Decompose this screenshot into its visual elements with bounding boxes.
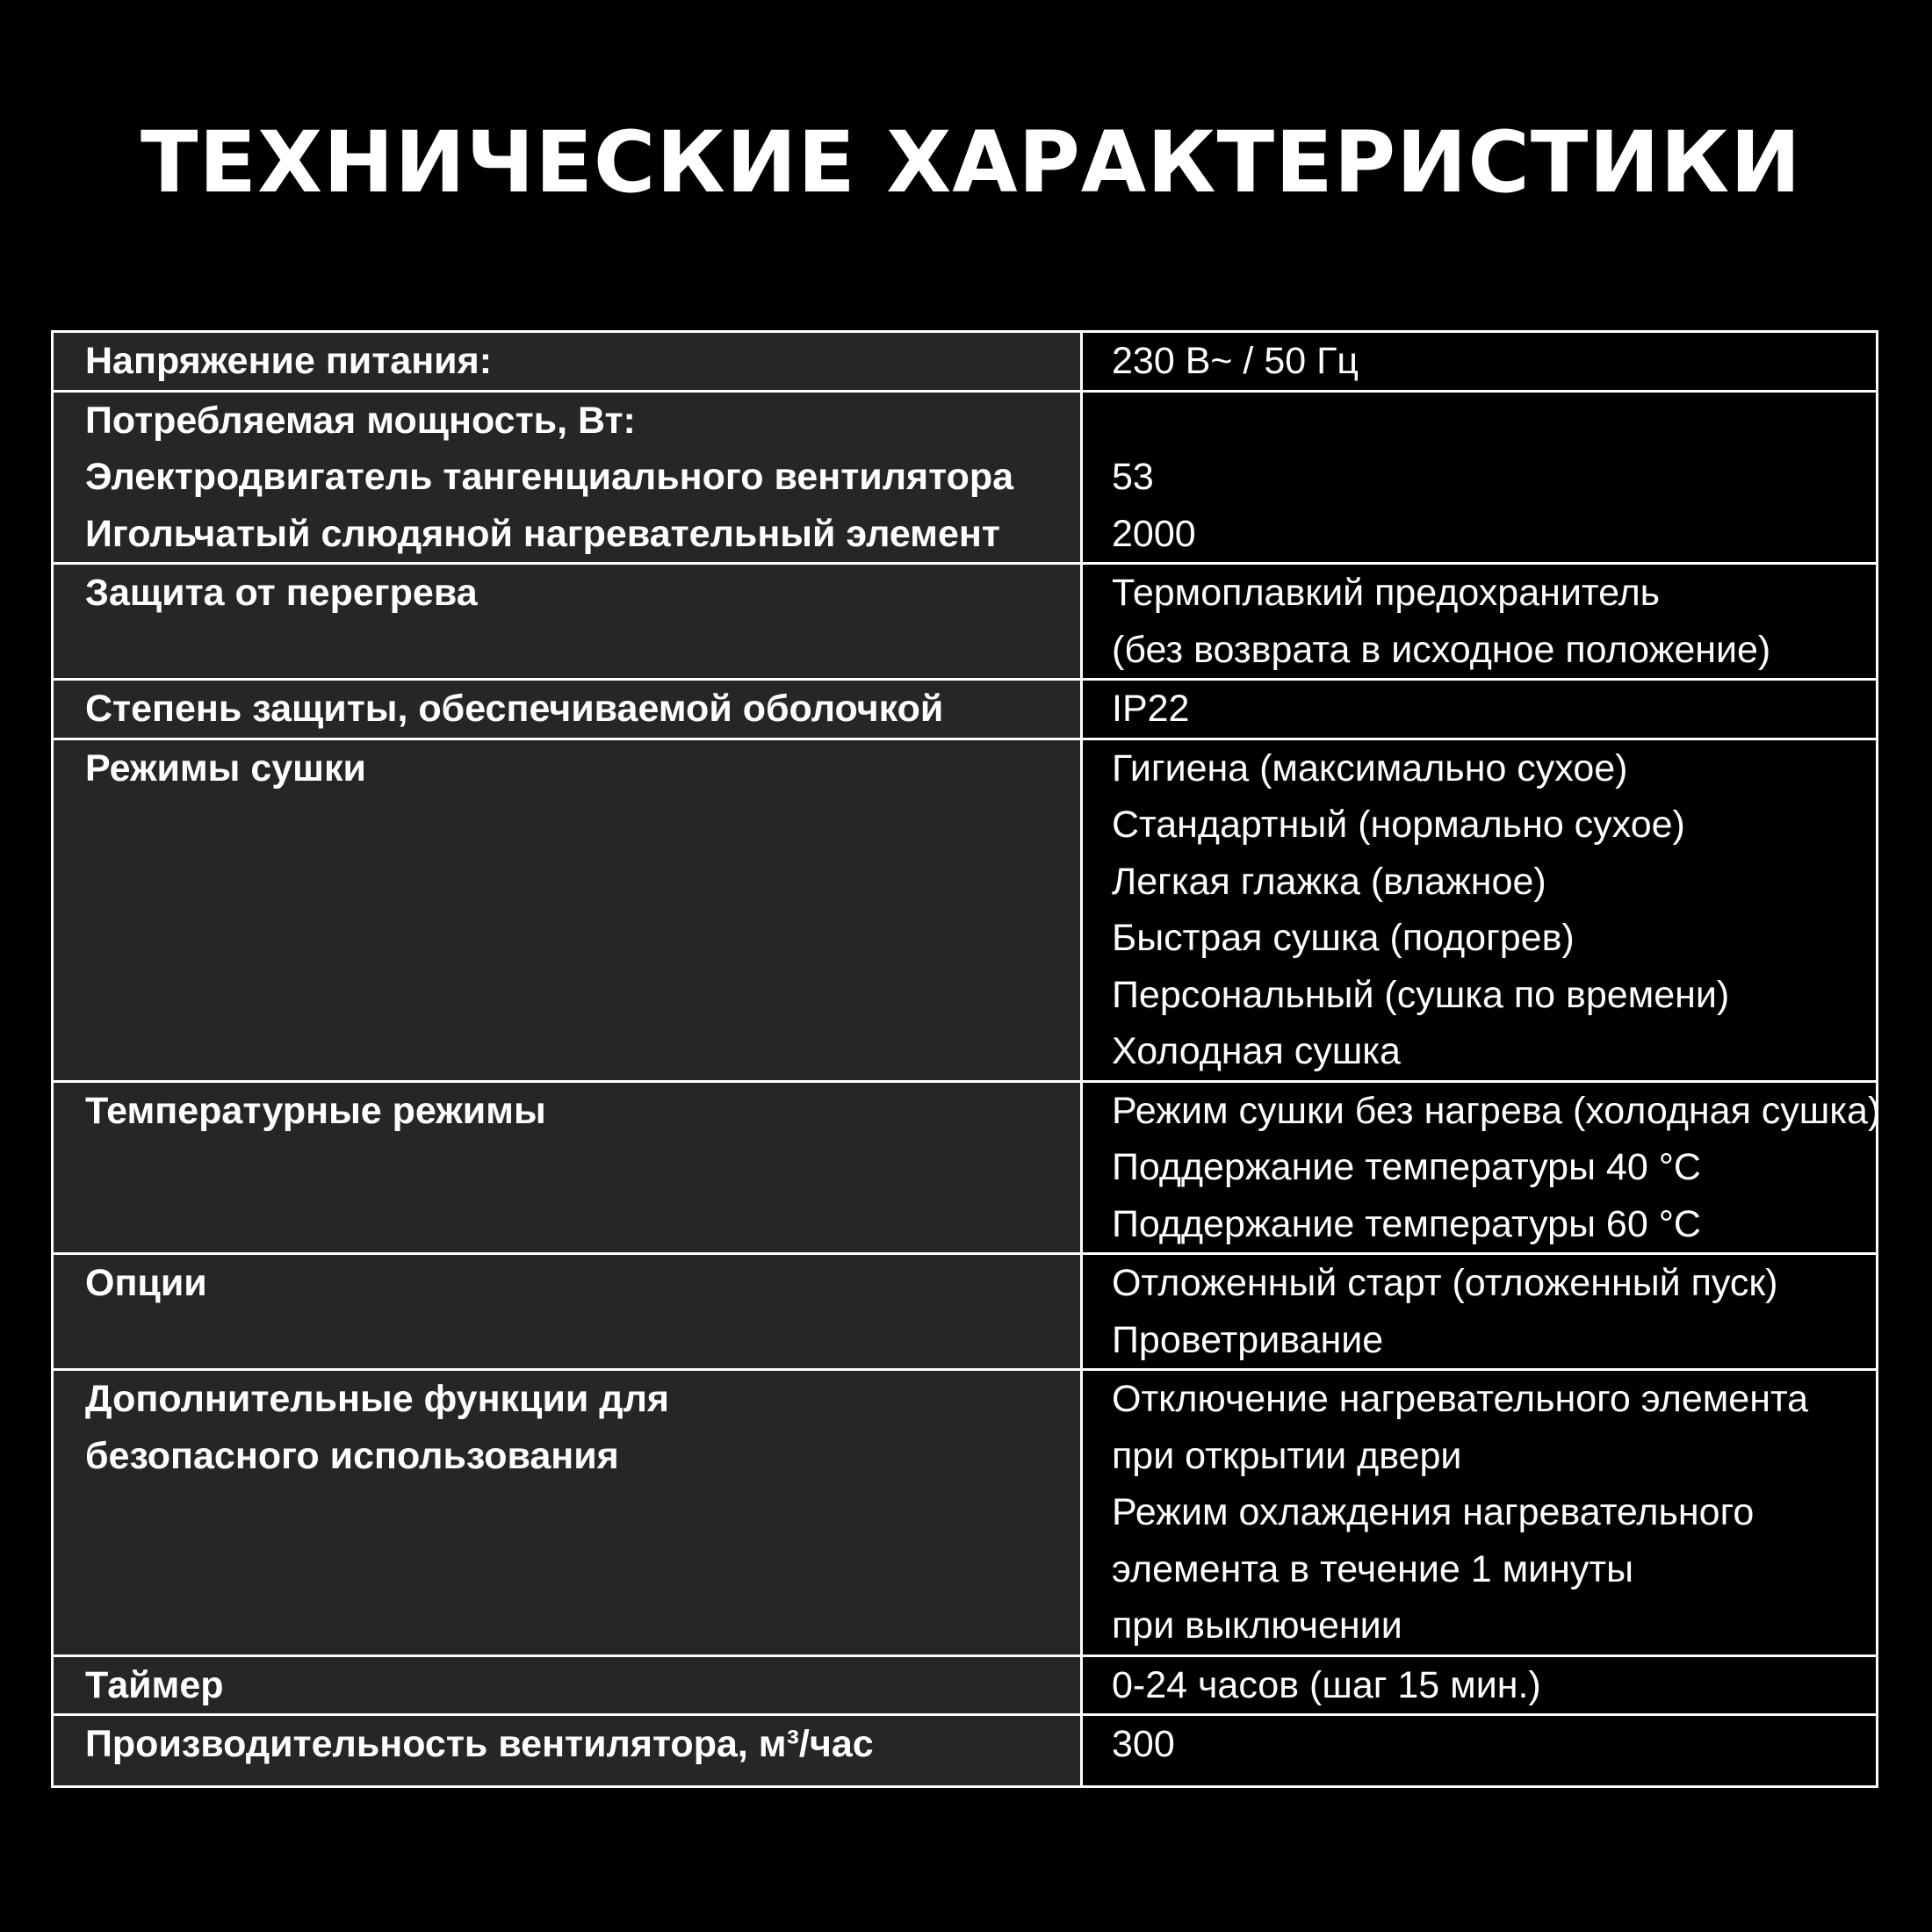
spec-label-line: Потребляемая мощность, Вт: [85, 399, 636, 442]
spec-value [1082, 739, 1878, 1081]
spec-row-ip-rating [53, 680, 1878, 739]
spec-label-line: безопасного использования [85, 1434, 619, 1477]
spec-label-line: Производительность вентилятора, м³/час [85, 1723, 874, 1765]
spec-value [1082, 564, 1878, 680]
spec-row-power [53, 391, 1878, 564]
spec-value-line: 0-24 часов (шаг 15 мин.) [1112, 1663, 1541, 1706]
spec-label-line: Опции [85, 1262, 207, 1304]
spec-value-line: Персональный (сушка по времени) [1112, 973, 1730, 1016]
spec-label [53, 564, 1082, 680]
spec-value [1082, 1254, 1878, 1370]
spec-value-line: 53 [1112, 456, 1154, 498]
spec-value-line: элемента в течение 1 минуты [1112, 1547, 1634, 1590]
spec-value-line: 2000 [1112, 512, 1196, 555]
spec-value-line [1112, 393, 1876, 450]
spec-value-line: 230 В~ / 50 Гц [1112, 340, 1359, 382]
spec-row-voltage [53, 332, 1878, 392]
spec-value [1082, 680, 1878, 739]
spec-value [1082, 332, 1878, 392]
spec-value-line: Режим охлаждения нагревательного [1112, 1491, 1755, 1533]
spec-value-line: IP22 [1112, 688, 1190, 730]
spec-value-line: Холодная сушка [1112, 1030, 1401, 1072]
spec-label-line: Степень защиты, обеспечиваемой оболочкой [85, 688, 944, 730]
spec-label [53, 1254, 1082, 1370]
spec-value-line: Проветривание [1112, 1318, 1384, 1361]
spec-value [1082, 1655, 1878, 1715]
spec-label [53, 1715, 1082, 1787]
spec-label [53, 1081, 1082, 1254]
spec-row-safety-functions [53, 1370, 1878, 1656]
spec-label-line: Дополнительные функции для [85, 1378, 670, 1420]
spec-value-line: при открытии двери [1112, 1434, 1462, 1477]
spec-label [53, 1655, 1082, 1715]
page-title: ТЕХНИЧЕСКИЕ ХАРАКТЕРИСТИКИ [141, 113, 1802, 212]
spec-value-line: при выключении [1112, 1604, 1402, 1647]
spec-value-line: Отложенный старт (отложенный пуск) [1112, 1262, 1778, 1304]
spec-row-temperature-modes [53, 1081, 1878, 1254]
spec-label [53, 680, 1082, 739]
spec-value-line: (без возврата в исходное положение) [1112, 628, 1771, 671]
spec-value-line: 300 [1112, 1723, 1175, 1765]
spec-value-line: Гигиена (максимально сухое) [1112, 746, 1628, 789]
spec-label [53, 739, 1082, 1081]
spec-label-line: Таймер [85, 1663, 224, 1706]
spec-label-line: Режимы сушки [85, 746, 366, 789]
spec-value [1082, 391, 1878, 564]
spec-value-line: Термоплавкий предохранитель [1112, 572, 1661, 614]
spec-value-line: Быстрая сушка (подогрев) [1112, 917, 1575, 959]
spec-row-fan-capacity [53, 1715, 1878, 1787]
spec-label [53, 1370, 1082, 1656]
spec-label [53, 332, 1082, 392]
spec-label-line: Напряжение питания: [85, 340, 493, 382]
spec-value-line: Поддержание температуры 60 °С [1112, 1202, 1701, 1245]
spec-value-line: Стандартный (нормально сухое) [1112, 804, 1685, 846]
spec-label [53, 391, 1082, 564]
spec-row-timer [53, 1655, 1878, 1715]
spec-row-dry-modes [53, 739, 1878, 1081]
spec-row-overheat [53, 564, 1878, 680]
spec-value-line: Отключение нагревательного элемента [1112, 1378, 1809, 1420]
spec-value [1082, 1715, 1878, 1787]
spec-label-line: Игольчатый слюдяной нагревательный элемент [85, 512, 1000, 555]
spec-value-line: Режим сушки без нагрева (холодная сушка) [1112, 1089, 1881, 1132]
spec-value-line: Легкая глажка (влажное) [1112, 860, 1546, 903]
spec-row-options [53, 1254, 1878, 1370]
spec-value [1082, 1081, 1881, 1254]
spec-value-line: Поддержание температуры 40 °С [1112, 1146, 1701, 1188]
spec-label-line: Температурные режимы [85, 1089, 546, 1132]
spec-label-line: Электродвигатель тангенциального вентилятора [85, 456, 1014, 498]
spec-value [1082, 1370, 1878, 1656]
specs-table [51, 330, 1881, 1788]
spec-label-line: Защита от перегрева [85, 572, 478, 614]
